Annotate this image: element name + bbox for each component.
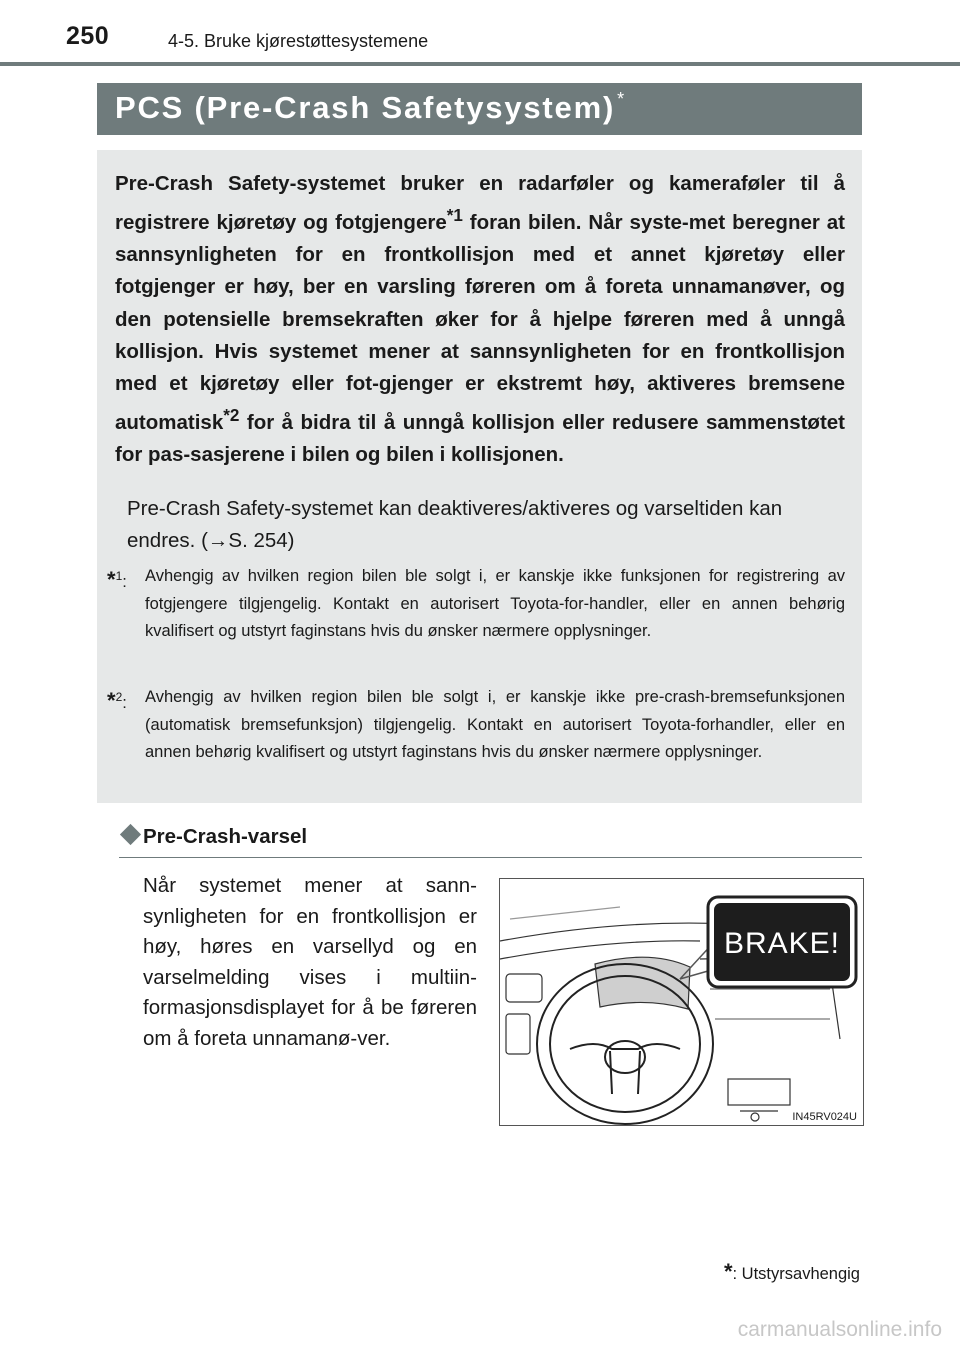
footnote-1-number: 1 [115,569,123,583]
footnote-ref-1: *1 [446,206,463,226]
footnote-1-mark [107,563,155,597]
equipment-note [724,1259,860,1285]
subsection-body: Når systemet mener at sann-synligheten for en frontkollisjon er høy, høres en varsellyd og en varselmelding vises i multiin-formasjonsdisplayet for å be føreren om å foreta unnamanø-ver. [143,874,477,1050]
section-title [115,89,626,126]
settings-note [127,493,845,557]
footnote-2-text: Avhengig av hvilken region bilen ble solgt i, er kanskje ikke pre-crash-bremsefunksjonen (automatisk bremsefunksjon) tilgjengelig. Kontakt en autorisert Toyota-forhandler, eller en annen behørig kvalifisert og utstyrt faginstans hvis du ønsker nærmere opplysninger. [145,688,845,761]
settings-note-text: Pre-Crash Safety-systemet kan deaktiveres/aktiveres og varseltiden kan endres. ( [127,497,783,552]
section-title-bar [97,83,862,135]
equipment-mark: * [617,89,626,109]
arrow-icon: → [207,529,229,552]
chapter-title: 4-5. Bruke kjørestøttesystemene [168,31,429,51]
header-rule [0,62,960,66]
diamond-bullet-icon [120,824,141,845]
footnote-2-colon: : [122,694,127,712]
footnote-2 [107,684,845,767]
footnote-1-text: Avhengig av hvilken region bilen ble solgt i, er kanskje ikke funksjonen for registrering av fotgjengere tilgjengelig. Kontakt en autorisert Toyota-for-handler, eller en annen behørig kvalifisert og utstyrt faginstans hvis du ønsker nærmere opplysninger. [145,567,845,640]
brake-warning-text: BRAKE! [723,927,841,960]
page-header [0,0,960,70]
subsection-title: Pre-Crash-varsel [143,825,308,848]
asterisk-icon: * [723,1259,733,1284]
footnote-2-number: 2 [115,690,123,704]
footnote-1 [107,563,845,646]
intro-text-2: foran bilen. Når syste-met beregner at sannsynligheten for en frontkollisjon med et annet kjøretøy eller fotgjenger er høy, ber en varsling føreren om å foreta unnamanøver, og den potensielle bremsekraften øker for å hjelpe føreren med å unngå kollisjon. Hvis systemet mener at sannsynligheten for en frontkollisjon med et kjøretøy eller fot-gjenger er ekstremt høy, aktiveres bremsene automatisk [115,211,845,435]
page-number: 250 [66,22,110,50]
intro-paragraph [115,168,845,471]
intro-text-3: for å bidra til å unngå kollisjon eller redusere sammenstøtet for pas-sasjerene i bilen og bilen i kollisjonen. [115,411,845,467]
footnote-2-mark [107,684,155,718]
dashboard-drawing [500,879,863,1125]
footnote-1-colon: : [122,573,127,591]
equipment-note-text: : Utstyrsavhengig [732,1265,860,1283]
dashboard-illustration [499,878,864,1126]
page-reference-link[interactable]: S. 254) [228,529,295,552]
intro-text-1: Pre-Crash Safety-systemet bruker en radarføler og kameraføler til å registrere kjøretøy og fotgjengere [115,172,845,235]
intro-box [97,150,862,803]
watermark: carmanualsonline.info [737,1318,942,1341]
illustration-code: IN45RV024U [792,1111,857,1123]
section-title-text: PCS (Pre-Crash Safetysystem) [115,90,616,125]
subsection-heading [119,823,862,858]
footnote-ref-2: *2 [223,406,240,426]
asterisk-icon: * [107,688,116,713]
asterisk-icon: * [107,567,116,592]
